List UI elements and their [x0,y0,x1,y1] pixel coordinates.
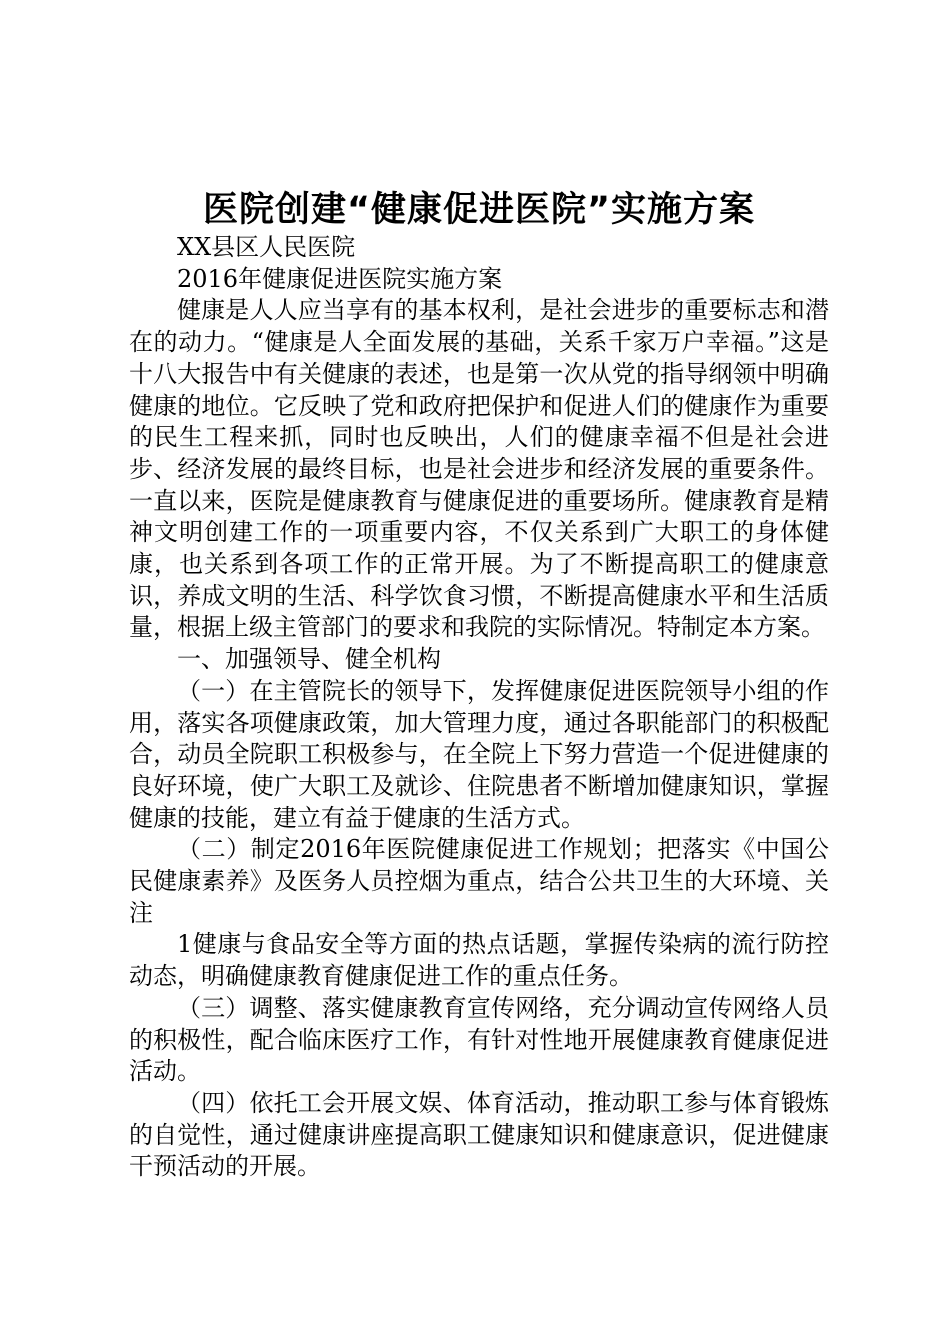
organization-name: XX县区人民医院 [177,233,356,261]
document-title: 医院创建“健康促进医院”实施方案 [202,190,755,230]
document-page [129,188,829,1183]
item-paragraph-2-continued: 1健康与食品安全等方面的热点话题，掌握传染病的流行防控动态，明确健康教育健康促进工作的重点任务。 [129,930,829,991]
section-heading-1: 一、加强领导、健全机构 [177,645,441,674]
item-paragraph-2: （二）制定2016年医院健康促进工作规划；把落实《中国公民健康素养》及医务人员控烟为重点，结合公共卫生的大环境、关注 [129,835,829,927]
item-paragraph-1: （一）在主管院长的领导下，发挥健康促进医院领导小组的作用，落实各项健康政策，加大管理力度，通过各职能部门的积极配合，动员全院职工积极参与，在全院上下努力营造一个促进健康的良好环境，使广大职工及就诊、住院患者不断增加健康知识，掌握健康的技能，建立有益于健康的生活方式。 [129,676,829,832]
intro-paragraph: 健康是人人应当享有的基本权利，是社会进步的重要标志和潜在的动力。“健康是人全面发展的基础，关系千家万户幸福。”这是十八大报告中有关健康的表述，也是第一次从党的指导纲领中明确健康的地位。它反映了党和政府把保护和促进人们的健康作为重要的民生工程来抓，同时也反映出，人们的健康幸福不但是社会进步、经济发展的最终目标，也是社会进步和经济发展的重要条件。一直以来，医院是健康教育与健康促进的重要场所。健康教育是精神文明创建工作的一项重要内容，不仅关系到广大职工的身体健康，也关系到各项工作的正常开展。为了不断提高职工的健康意识，养成文明的生活、科学饮食习惯，不断提高健康水平和生活质量，根据上级主管部门的要求和我院的实际情况。特制定本方案。 [129,296,829,642]
item-paragraph-3: （三）调整、落实健康教育宣传网络，充分调动宣传网络人员的积极性，配合临床医疗工作，有针对性地开展健康教育健康促进活动。 [129,993,829,1086]
item-paragraph-4: （四）依托工会开展文娱、体育活动，推动职工参与体育锻炼的自觉性，通过健康讲座提高职工健康知识和健康意识，促进健康干预活动的开展。 [129,1088,829,1181]
document-name: 2016年健康促进医院实施方案 [177,264,503,293]
